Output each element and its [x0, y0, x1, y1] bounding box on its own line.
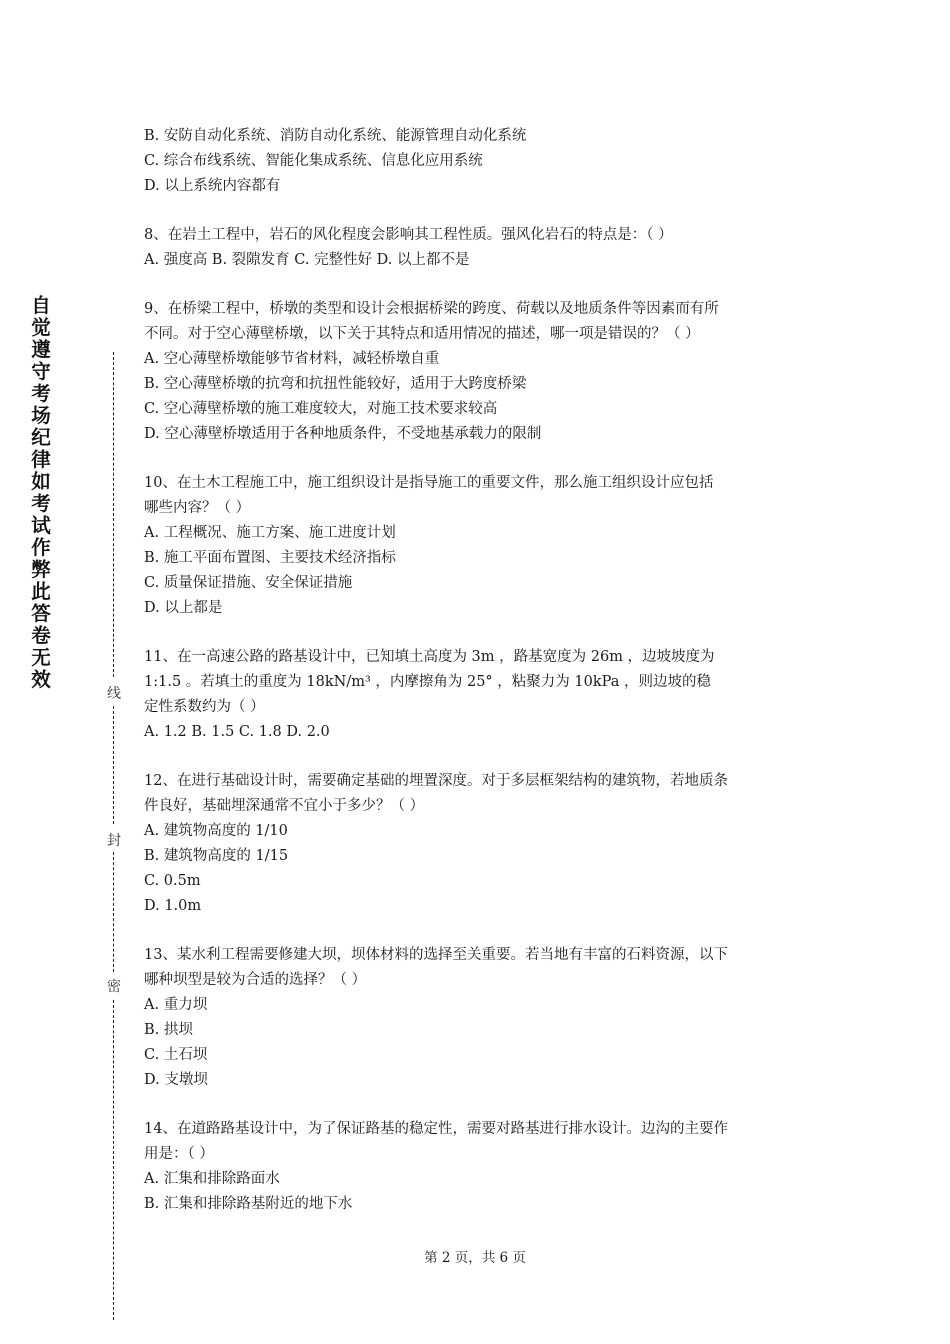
question-7-partial	[144, 124, 814, 199]
question-stem-line: 10、在土木工程施工中，施工组织设计是指导施工的重要文件，那么施工组织设计应包括	[144, 475, 714, 491]
question-stem-line: 14、在道路路基设计中，为了保证路基的稳定性，需要对路基进行排水设计。边沟的主要作	[144, 1121, 728, 1137]
option-line: A. 建筑物高度的 1/10	[144, 823, 288, 839]
option-line: C. 综合布线系统、智能化集成系统、信息化应用系统	[144, 153, 483, 169]
question-stem-line: 件良好，基础埋深通常不宜小于多少？（ ）	[144, 798, 425, 814]
warning-char: 纪	[31, 426, 51, 449]
question-stem-line: 12、在进行基础设计时，需要确定基础的埋置深度。对于多层框架结构的建筑物，若地质条	[144, 773, 728, 789]
option-line: A. 工程概况、施工方案、施工进度计划	[144, 525, 396, 541]
warning-char: 场	[31, 404, 51, 427]
question-14	[144, 1117, 814, 1217]
seal-char-xian: 线	[107, 686, 121, 702]
option-line: D. 空心薄壁桥墩适用于各种地质条件，不受地基承载力的限制	[144, 426, 542, 442]
warning-char: 考	[31, 382, 51, 405]
question-stem-line: 用是：（ ）	[144, 1146, 214, 1162]
question-12	[144, 769, 814, 919]
warning-char: 守	[31, 360, 51, 383]
warning-char: 弊	[31, 558, 51, 581]
question-content	[144, 124, 814, 1241]
option-line: C. 0.5m	[144, 873, 201, 889]
seal-char-feng: 封	[107, 833, 121, 849]
warning-char: 无	[31, 646, 51, 669]
page-number-footer: 第 2 页，共 6 页	[424, 1250, 526, 1266]
question-stem-line: 哪些内容？（ ）	[144, 500, 251, 516]
question-stem-line: 9、在桥梁工程中，桥墩的类型和设计会根据桥梁的跨度、荷载以及地质条件等因素而有所	[144, 301, 719, 317]
warning-char: 觉	[31, 316, 51, 339]
option-line: B. 安防自动化系统、消防自动化系统、能源管理自动化系统	[144, 128, 527, 144]
warning-char: 如	[31, 470, 51, 493]
question-stem-line: 不同。对于空心薄壁桥墩，以下关于其特点和适用情况的描述，哪一项是错误的？（ ）	[144, 326, 700, 342]
question-stem-line: 11、在一高速公路的路基设计中，已知填土高度为 3m ，路基宽度为 26m ，边坡坡度为	[144, 649, 715, 665]
binding-dash-line-3	[113, 852, 114, 972]
option-line: B. 空心薄壁桥墩的抗弯和抗扭性能较好，适用于大跨度桥梁	[144, 376, 527, 392]
option-line: A. 1.2 B. 1.5 C. 1.8 D. 2.0	[144, 724, 330, 740]
option-line: B. 汇集和排除路基附近的地下水	[144, 1196, 353, 1212]
warning-char: 自	[31, 294, 51, 317]
option-line: D. 支墩坝	[144, 1072, 208, 1088]
warning-char: 试	[31, 514, 51, 537]
option-line: C. 土石坝	[144, 1047, 208, 1063]
question-8	[144, 223, 814, 273]
option-line: A. 空心薄壁桥墩能够节省材料，减轻桥墩自重	[144, 351, 440, 367]
option-line: B. 施工平面布置图、主要技术经济指标	[144, 550, 396, 566]
warning-char: 此	[31, 580, 51, 603]
warning-char: 律	[31, 448, 51, 471]
option-line: D. 以上系统内容都有	[144, 178, 281, 194]
question-stem-line: 13、某水利工程需要修建大坝，坝体材料的选择至关重要。若当地有丰富的石料资源，以下	[144, 947, 728, 963]
warning-char: 遵	[31, 338, 51, 361]
question-stem-line: 8、在岩土工程中，岩石的风化程度会影响其工程性质。强风化岩石的特点是：（ ）	[144, 227, 673, 243]
seal-char-mi: 密	[107, 979, 121, 995]
question-9	[144, 297, 814, 447]
question-10	[144, 471, 814, 621]
binding-dash-line-1	[113, 352, 114, 677]
option-line: D. 以上都是	[144, 600, 223, 616]
warning-char: 作	[31, 536, 51, 559]
option-line: C. 质量保证措施、安全保证措施	[144, 575, 353, 591]
question-stem-line: 哪种坝型是较为合适的选择？（ ）	[144, 972, 367, 988]
warning-char: 答	[31, 602, 51, 625]
question-13	[144, 943, 814, 1093]
option-line: C. 空心薄壁桥墩的施工难度较大，对施工技术要求较高	[144, 401, 498, 417]
question-11	[144, 645, 814, 745]
warning-char: 效	[31, 668, 51, 691]
binding-dash-line-2	[113, 706, 114, 824]
option-line: A. 重力坝	[144, 997, 208, 1013]
option-line: D. 1.0m	[144, 898, 202, 914]
exam-discipline-warning	[28, 295, 54, 691]
option-line: B. 建筑物高度的 1/15	[144, 848, 289, 864]
binding-dash-line-4	[113, 1000, 114, 1320]
option-line: A. 汇集和排除路面水	[144, 1171, 280, 1187]
warning-char: 卷	[31, 624, 51, 647]
option-line: B. 拱坝	[144, 1022, 193, 1038]
question-stem-line: 定性系数约为（ ）	[144, 699, 265, 715]
warning-char: 考	[31, 492, 51, 515]
question-stem-line: 1:1.5 。若填土的重度为 18kN/m³ ，内摩擦角为 25° ，粘聚力为 10kPa ，则边坡的稳	[144, 674, 711, 690]
option-line: A. 强度高 B. 裂隙发育 C. 完整性好 D. 以上都不是	[144, 252, 470, 268]
